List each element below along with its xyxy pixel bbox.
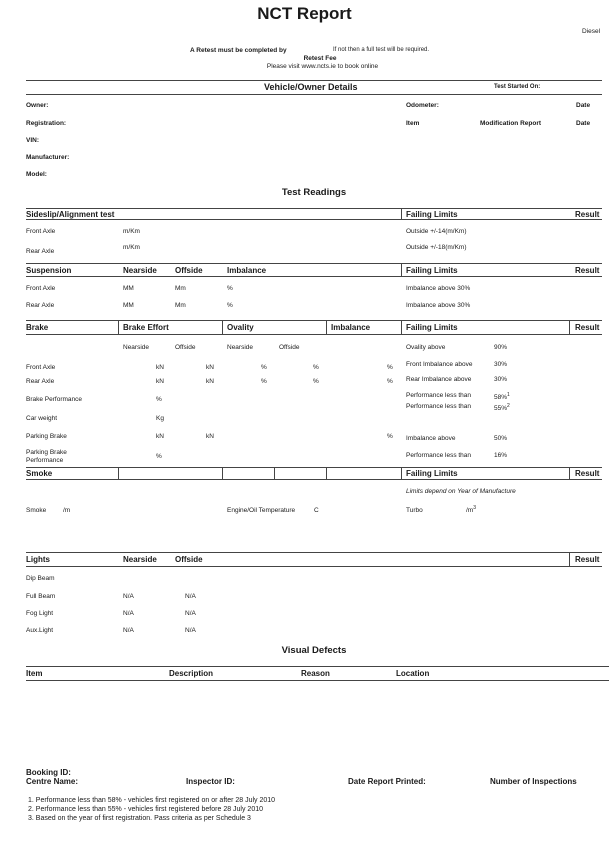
- fuel-type: Diesel: [582, 28, 601, 35]
- sideslip-front-unit: m/Km: [123, 228, 140, 235]
- brake-performance-pct: %: [156, 396, 162, 403]
- footnote-1: 1. Performance less than 58% - vehicles first registered on or after 28 July 2010: [28, 797, 276, 804]
- sideslip-rear-axle: Rear Axle: [26, 248, 55, 255]
- brake-limit-parking-imb-value: 50%: [494, 435, 508, 442]
- suspension-front-axle: Front Axle: [26, 285, 56, 292]
- lights-nearside: Nearside: [123, 555, 157, 564]
- brake-car-weight-unit: Kg: [156, 415, 164, 422]
- suspension-failing-limits: Failing Limits: [406, 266, 458, 275]
- brake-rear-kn-near: kN: [156, 378, 164, 385]
- brake-limit-perf1-label: Performance less than: [406, 392, 472, 399]
- lights-result: Result: [575, 555, 600, 564]
- defects-reason-header: Reason: [301, 669, 330, 678]
- brake-ovality-nearside: Nearside: [227, 344, 254, 351]
- retest-label: A Retest must be completed by: [190, 47, 287, 54]
- brake-limit-rear-imb-value: 30%: [494, 376, 508, 383]
- brake-result: Result: [575, 323, 600, 332]
- suspension-result: Result: [575, 266, 600, 275]
- model-label: Model:: [26, 171, 47, 178]
- brake-imbalance-header: Imbalance: [331, 323, 371, 332]
- smoke-result: Result: [575, 469, 600, 478]
- brake-limit-front-imb-label: Front Imbalance above: [406, 361, 473, 368]
- defects-description-header: Description: [169, 669, 214, 678]
- inspector-id-label: Inspector ID:: [186, 777, 235, 786]
- lights-row-name: Aux.Light: [26, 627, 54, 634]
- brake-failing-limits: Failing Limits: [406, 323, 458, 332]
- brake-front-axle: Front Axle: [26, 364, 56, 371]
- brake-front-pct-near: %: [261, 364, 267, 371]
- brake-rear-pct-imb: %: [387, 378, 393, 385]
- lights-row-near: N/A: [123, 610, 134, 617]
- brake-car-weight: Car weight: [26, 415, 58, 422]
- defects-location-header: Location: [396, 669, 430, 678]
- test-readings-title: Test Readings: [281, 187, 347, 198]
- sideslip-front-limit: Outside +/-14(m/Km): [406, 228, 467, 235]
- sideslip-result: Result: [575, 210, 600, 219]
- brake-limit-ovality-label: Ovality above: [406, 344, 446, 351]
- defects-item-header: Item: [26, 669, 43, 678]
- lights-row-near: N/A: [123, 593, 134, 600]
- brake-parking: Parking Brake: [26, 433, 67, 440]
- brake-performance: Brake Performance: [26, 396, 82, 403]
- brake-front-pct-imb: %: [387, 364, 393, 371]
- sideslip-title: Sideslip/Alignment test: [26, 210, 115, 219]
- suspension-rear-near-unit: MM: [123, 302, 134, 309]
- lights-row-off: N/A: [185, 610, 196, 617]
- brake-limit-front-imb-value: 30%: [494, 361, 508, 368]
- smoke-limits-note: Limits depend on Year of Manufacture: [406, 488, 516, 495]
- engine-temp-label: Engine/Oil Temperature: [227, 507, 296, 514]
- brake-parking-pct-imb: %: [387, 433, 393, 440]
- suspension-front-near-unit: MM: [123, 285, 134, 292]
- suspension-nearside: Nearside: [123, 266, 157, 275]
- lights-row-name: Full Beam: [26, 593, 56, 600]
- lights-title: Lights: [26, 555, 50, 564]
- sideslip-rear-limit: Outside +/-18(m/Km): [406, 244, 467, 251]
- manufacturer-label: Manufacturer:: [26, 154, 70, 161]
- lights-offside: Offside: [175, 555, 203, 564]
- suspension-front-limit: Imbalance above 30%: [406, 285, 471, 292]
- brake-rear-axle: Rear Axle: [26, 378, 55, 385]
- suspension-title: Suspension: [26, 266, 72, 275]
- page-title: NCT Report: [257, 4, 352, 23]
- brake-effort-header: Brake Effort: [123, 323, 169, 332]
- brake-rear-kn-off: kN: [206, 378, 214, 385]
- suspension-rear-limit: Imbalance above 30%: [406, 302, 471, 309]
- brake-limit-perf2-label: Performance less than: [406, 403, 472, 410]
- suspension-rear-axle: Rear Axle: [26, 302, 55, 309]
- brake-parking-perf-pct: %: [156, 453, 162, 460]
- brake-limit-rear-imb-label: Rear Imbalance above: [406, 376, 472, 383]
- retest-fee: Retest Fee: [303, 55, 337, 62]
- brake-limit-perf1-value: 58%$^1$: [494, 392, 510, 402]
- suspension-imbalance: Imbalance: [227, 266, 267, 275]
- brake-effort-offside: Offside: [175, 344, 196, 351]
- engine-temp-unit: C: [314, 507, 319, 514]
- brake-parking-perf-2: Performance: [26, 457, 64, 464]
- suspension-rear-pct: %: [227, 302, 233, 309]
- brake-limit-parking-perf-label: Performance less than: [406, 452, 472, 459]
- suspension-front-pct: %: [227, 285, 233, 292]
- vehicle-section-title: Vehicle/Owner Details: [264, 82, 358, 92]
- lights-row-off: N/A: [185, 627, 196, 634]
- smoke-label: Smoke: [26, 507, 47, 514]
- brake-parking-kn-near: kN: [156, 433, 164, 440]
- owner-label: Owner:: [26, 102, 49, 109]
- brake-title: Brake: [26, 323, 49, 332]
- brake-front-kn-near: kN: [156, 364, 164, 371]
- brake-ovality-header: Ovality: [227, 323, 254, 332]
- suspension-rear-off-unit: Mm: [175, 302, 186, 309]
- brake-front-pct-off: %: [313, 364, 319, 371]
- brake-parking-kn-off: kN: [206, 433, 214, 440]
- sideslip-rear-unit: m/Km: [123, 244, 140, 251]
- smoke-unit: /m: [63, 507, 71, 514]
- modification-report-label: Modification Report: [480, 120, 542, 127]
- booking-note: Please visit www.ncts.ie to book online: [266, 63, 379, 70]
- turbo-label: Turbo: [406, 507, 423, 514]
- footnote-3: 3. Based on the year of first registration. Pass criteria as per Schedule 3: [28, 815, 251, 822]
- suspension-offside: Offside: [175, 266, 203, 275]
- smoke-failing-limits: Failing Limits: [406, 469, 458, 478]
- lights-row-near: N/A: [123, 627, 134, 634]
- footnote-2: 2. Performance less than 55% - vehicles first registered before 28 July 2010: [28, 806, 264, 813]
- brake-ovality-offside: Offside: [279, 344, 300, 351]
- brake-limit-perf2-value: 55%$^2$: [494, 403, 510, 413]
- date-printed-label: Date Report Printed:: [348, 777, 426, 786]
- lights-row-off: N/A: [185, 593, 196, 600]
- booking-id-label: Booking ID:: [26, 768, 71, 777]
- sideslip-failing-limits: Failing Limits: [406, 210, 458, 219]
- brake-rear-pct-near: %: [261, 378, 267, 385]
- brake-parking-perf-1: Parking Brake: [26, 449, 67, 456]
- item-label: Item: [406, 120, 420, 127]
- retest-note: If not then a full test will be required.: [333, 47, 430, 53]
- turbo-unit: $/m^3$: [466, 505, 477, 515]
- visual-defects-title: Visual Defects: [281, 645, 347, 656]
- brake-front-kn-off: kN: [206, 364, 214, 371]
- registration-label: Registration:: [26, 120, 67, 127]
- brake-limit-parking-imb-label: Imbalance above: [406, 435, 456, 442]
- lights-row-name: Dip Beam: [26, 575, 55, 582]
- odometer-label: Odometer:: [406, 102, 439, 109]
- inspections-label: Number of Inspections: [490, 777, 577, 786]
- brake-effort-nearside: Nearside: [123, 344, 150, 351]
- brake-limit-parking-perf-value: 16%: [494, 452, 508, 459]
- vin-label: VIN:: [26, 137, 39, 144]
- suspension-front-off-unit: Mm: [175, 285, 186, 292]
- test-started-label: Test Started On:: [494, 84, 541, 90]
- date-label-2: Date: [576, 120, 591, 127]
- brake-limit-ovality-value: 90%: [494, 344, 508, 351]
- brake-rear-pct-off: %: [313, 378, 319, 385]
- sideslip-front-axle: Front Axle: [26, 228, 56, 235]
- smoke-title: Smoke: [26, 469, 53, 478]
- lights-row-name: Fog Light: [26, 610, 54, 617]
- date-label-1: Date: [576, 102, 591, 109]
- centre-name-label: Centre Name:: [26, 777, 79, 786]
